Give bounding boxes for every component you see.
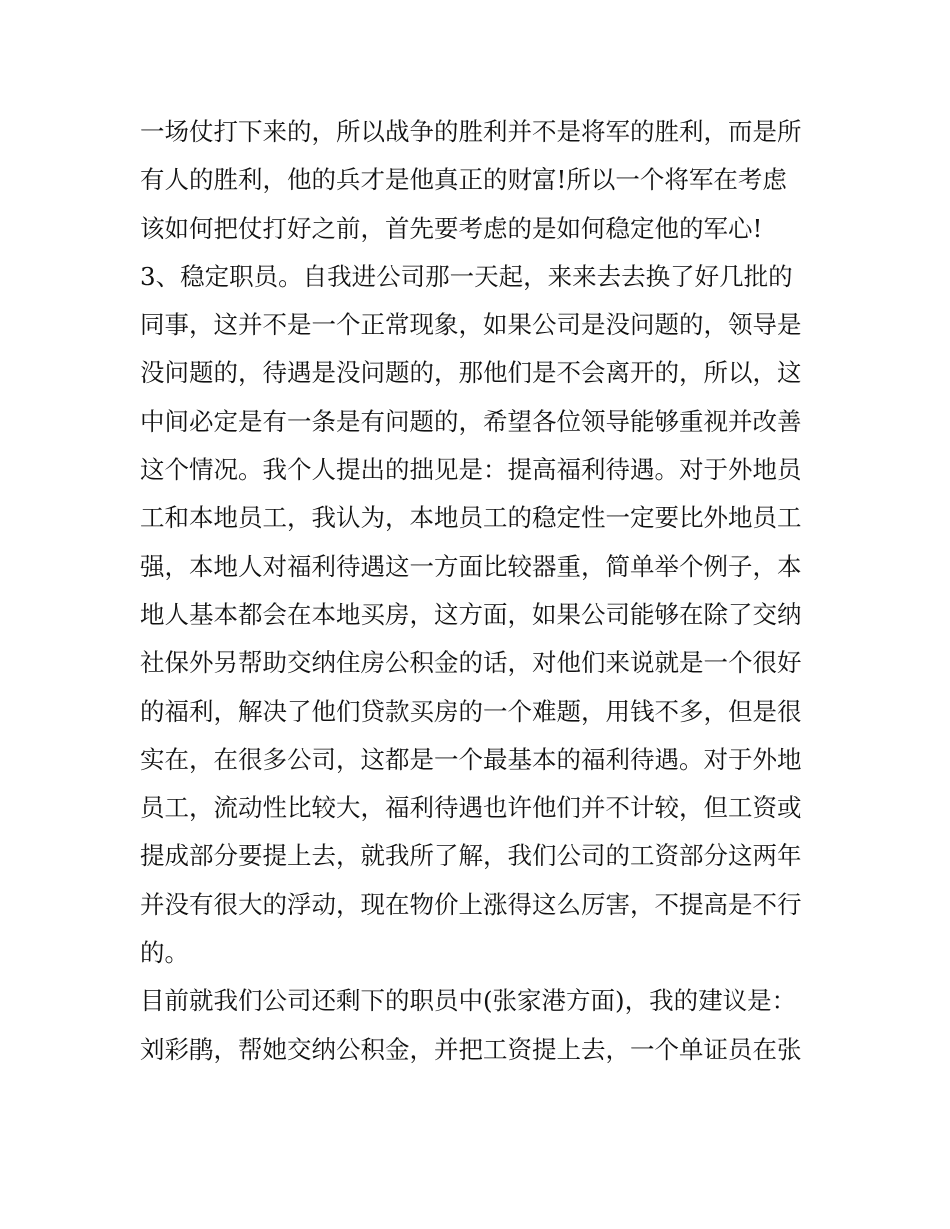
text-line: 的。 bbox=[140, 938, 189, 968]
text-line: 中间必定是有一条是有问题的，希望各位领导能够重视并改善 bbox=[140, 406, 802, 436]
text-line: 并没有很大的浮动，现在物价上涨得这么厉害，不提高是不行 bbox=[140, 889, 802, 919]
text-line: 强，本地人对福利待遇这一方面比较器重，简单举个例子，本 bbox=[140, 551, 802, 581]
section-3-heading-line: 3、稳定职员。自我进公司那一天起，来来去去换了好几批的 bbox=[140, 261, 793, 291]
body-text bbox=[140, 108, 820, 1074]
text-line: 刘彩鹃，帮她交纳公积金，并把工资提上去，一个单证员在张 bbox=[140, 1034, 802, 1064]
text-line: 有人的胜利，他的兵才是他真正的财富!所以一个将军在考虑 bbox=[140, 165, 787, 195]
paragraph-start-line: 目前就我们公司还剩下的职员中(张家港方面)，我的建议是： bbox=[140, 986, 797, 1016]
text-line: 这个情况。我个人提出的拙见是：提高福利待遇。对于外地员 bbox=[140, 455, 802, 485]
text-line: 的福利，解决了他们贷款买房的一个难题，用钱不多，但是很 bbox=[140, 696, 802, 726]
text-line: 一场仗打下来的，所以战争的胜利并不是将军的胜利，而是所 bbox=[140, 117, 802, 146]
text-line: 提成部分要提上去，就我所了解，我们公司的工资部分这两年 bbox=[140, 841, 802, 871]
text-line: 员工，流动性比较大，福利待遇也许他们并不计较，但工资或 bbox=[140, 793, 802, 823]
text-line: 工和本地员工，我认为，本地员工的稳定性一定要比外地员工 bbox=[140, 503, 802, 533]
text-line: 实在，在很多公司，这都是一个最基本的福利待遇。对于外地 bbox=[140, 744, 802, 774]
text-line: 社保外另帮助交纳住房公积金的话，对他们来说就是一个很好 bbox=[140, 648, 802, 678]
text-line: 该如何把仗打好之前，首先要考虑的是如何稳定他的军心! bbox=[140, 213, 763, 243]
text-line: 没问题的，待遇是没问题的，那他们是不会离开的，所以，这 bbox=[140, 358, 802, 388]
text-line: 地人基本都会在本地买房，这方面，如果公司能够在除了交纳 bbox=[140, 599, 802, 629]
text-line: 同事，这并不是一个正常现象，如果公司是没问题的，领导是 bbox=[140, 310, 802, 340]
